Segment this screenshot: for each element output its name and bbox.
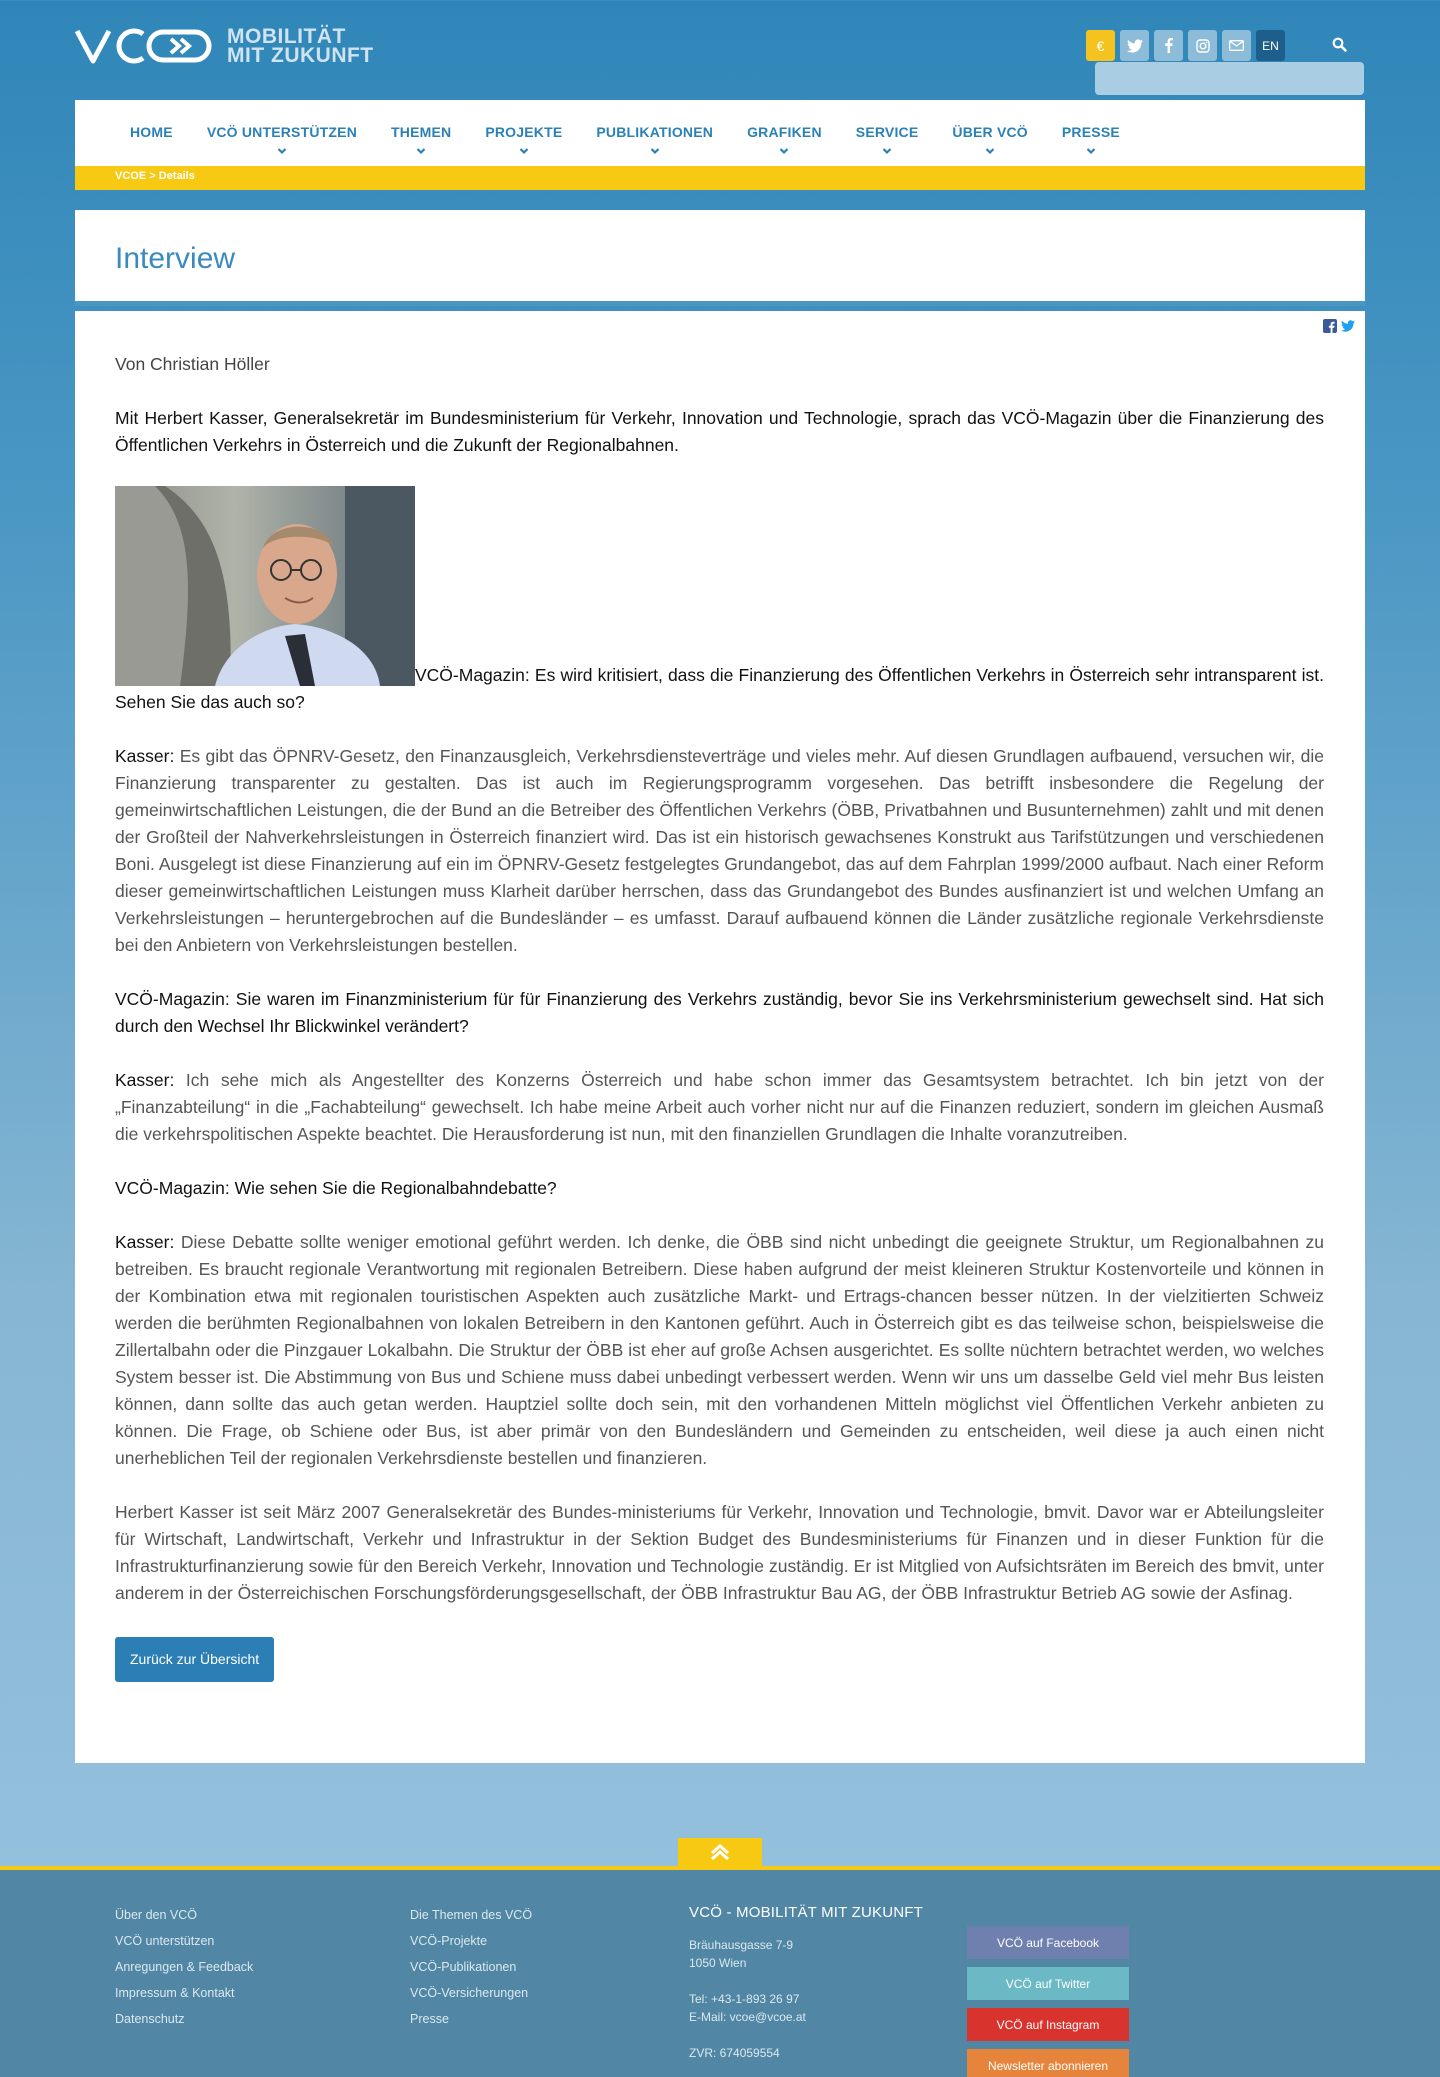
footer-link[interactable]: Impressum & Kontakt bbox=[115, 1986, 235, 2000]
site-footer bbox=[0, 1866, 1440, 2077]
chevron-down-icon bbox=[416, 146, 426, 156]
nav-label: SERVICE bbox=[855, 124, 919, 140]
twitter-icon[interactable] bbox=[1120, 30, 1149, 61]
nav-label: THEMEN bbox=[391, 124, 452, 140]
chevron-down-icon bbox=[650, 146, 660, 156]
nav-label: PUBLIKATIONEN bbox=[596, 124, 714, 140]
footer-link[interactable]: VCÖ-Publikationen bbox=[410, 1960, 517, 1974]
nav-item-themen[interactable] bbox=[391, 124, 451, 156]
breadcrumb bbox=[75, 166, 1365, 190]
answer-3 bbox=[115, 1229, 1324, 1472]
footer-col-topics bbox=[410, 1908, 532, 2038]
article-body bbox=[115, 351, 1324, 1682]
chevron-down-icon bbox=[1086, 146, 1096, 156]
nav-item-ueber-vcoe[interactable] bbox=[952, 124, 1028, 156]
chevron-down-icon bbox=[519, 146, 529, 156]
question-1-text: VCÖ-Magazin: Es wird kritisiert, dass die Finanzierung des Öffentlichen Verkehrs in Österreich sehr intransparent ist. Sehen Sie das auch so? bbox=[115, 665, 1324, 712]
logo-line1: MOBILITÄT bbox=[227, 25, 346, 48]
mail-icon[interactable] bbox=[1222, 30, 1251, 61]
chevron-down-icon bbox=[985, 146, 995, 156]
nav-item-home[interactable] bbox=[130, 124, 173, 156]
main-navigation bbox=[75, 100, 1365, 166]
nav-item-publikationen[interactable] bbox=[596, 124, 713, 156]
footer-link[interactable]: VCÖ-Projekte bbox=[410, 1934, 488, 1948]
question-3: VCÖ-Magazin: Wie sehen Sie die Regionalbahndebatte? bbox=[115, 1178, 557, 1198]
twitter-share-icon[interactable] bbox=[1341, 319, 1355, 333]
breadcrumb-root-link[interactable]: VCOE bbox=[115, 170, 147, 182]
answer-3-text: Diese Debatte sollte weniger emotional geführt werden. Ich denke, die ÖBB sind nicht unbedingt die geeignete Struktur, um Regionalbahnen zu betreiben. Es braucht regionale Verantwortung mit regionalen Betreibern. Diese haben aufgrund der meist kleineren Struktur Kostenvorteile und können in der Kombination etwa mit regionalen touristischen Aspekten auch zusätzliche Markt- und Ertrags-chancen besser nützen. In der vielzitierten Schweiz werden die berühmten Regionalbahnen von lokalen Betreibern in den Kantonen geführt. Auch in Österreich gibt es das teilweise schon, beispielsweise die Zillertalbahn oder die Pinzgauer Lokalbahn. Die Struktur der ÖBB ist eher auf große Achsen ausgerichtet. Es sollte nüchtern betrachtet werden, wo welches System besser ist. Die Abstimmung von Bus und Schiene muss dabei unbedingt verbessert werden. Wenn wir uns um dasselbe Geld viel mehr Bus leisten können, dann sollte das auch getan werden. Hauptziel sollte doch sein, mit den vorhandenen Mitteln möglichst viel Öffentlichen Verkehr anbieten zu können. Die Frage, ob Schiene oder Bus, ist aber primär von den Bundesländern und Gemeinden zu entscheiden, weil diese ja auch einen nicht unerheblichen Teil der regionalen Verkehrsdienste bestellen und finanzieren. bbox=[115, 1232, 1324, 1468]
scroll-to-top-button[interactable] bbox=[678, 1838, 762, 1866]
instagram-icon[interactable] bbox=[1188, 30, 1217, 61]
nav-label: GRAFIKEN bbox=[747, 124, 822, 140]
share-bar bbox=[1323, 319, 1355, 333]
speaker-label: Kasser: bbox=[115, 1232, 175, 1252]
footer-tel: Tel: +43-1-893 26 97 bbox=[689, 1992, 800, 2006]
question-1 bbox=[115, 486, 1324, 716]
footer-link[interactable]: Über den VCÖ bbox=[115, 1908, 197, 1922]
footer-link[interactable]: Anregungen & Feedback bbox=[115, 1960, 254, 1974]
question-2: VCÖ-Magazin: Sie waren im Finanzministerium für für Finanzierung des Verkehrs zuständig, bevor Sie ins Verkehrsministerium gewechselt sind. Hat sich durch den Wechsel Ihr Blickwinkel verändert? bbox=[115, 989, 1324, 1036]
nav-item-service[interactable] bbox=[856, 124, 919, 156]
donate-euro-icon[interactable]: € bbox=[1086, 30, 1115, 61]
article-container bbox=[75, 311, 1365, 1763]
interviewee-bio: Herbert Kasser ist seit März 2007 Generalsekretär des Bundes-ministeriums für Verkehr, Innovation und Technologie, bmvit. Davor war er Abteilungsleiter für Wirtschaft, Landwirtschaft, Verkehr und Infrastruktur in der Sektion Budget des Bundesministeriums für Finanzen und in dieser Funktion für die Infrastrukturfinanzierung sowie für den Bereich Verkehr, Innovation und Technologie zuständig. Er ist Mitglied von Aufsichtsräten im Bereich des bmvit, unter anderem in der Österreichischen Forschungsförderungsgesellschaft, der ÖBB Infrastruktur Bau AG, der ÖBB Infrastruktur Betrieb AG sowie der Asfinag. bbox=[115, 1502, 1324, 1603]
breadcrumb-separator: > bbox=[146, 170, 159, 182]
breadcrumb-current: Details bbox=[158, 170, 195, 182]
article-author: Von Christian Höller bbox=[115, 354, 270, 374]
chevron-down-icon bbox=[779, 146, 789, 156]
search-input[interactable] bbox=[1095, 62, 1364, 95]
facebook-button[interactable]: VCÖ auf Facebook bbox=[967, 1926, 1129, 1959]
header-social-bar bbox=[1086, 30, 1285, 61]
footer-link[interactable]: VCÖ unterstützen bbox=[115, 1934, 215, 1948]
footer-org-title: VCÖ - MOBILITÄT MIT ZUKUNFT bbox=[689, 1904, 924, 1921]
answer-1-text: Es gibt das ÖPNRV-Gesetz, den Finanzausgleich, Verkehrsdiensteverträge und vieles mehr. Auf diesen Grundlagen aufbauend, versuchen wir, die Finanzierung transparenter zu gestalten. Das ist auch im Regierungsprogramm vorgesehen. Das betrifft insbesondere die Regelung der gemeinwirtschaftlichen Leistungen, die der Bund an die Betreiber des Öffentlichen Verkehrs (ÖBB, Privatbahnen und Busunternehmen) zahlt und mit denen der Großteil der Nahverkehrsleistungen in Österreich finanziert wird. Das ist ein historisch gewachsenes Konstrukt aus Tarifstützungen und verschiedenen Boni. Ausgelegt ist diese Finanzierung auf ein im ÖPNRV-Gesetz festgelegtes Grundangebot, das auf dem Fahrplan 1999/2000 aufbaut. Nach einer Reform dieser gemeinwirtschaftlichen Leistungen muss Klarheit darüber herrschen, dass das Grundangebot des Bundes ausfinanziert ist und welchen Umfang an Verkehrsleistungen – heruntergebrochen auf die Bundesländer – es umfasst. Darauf aufbauend können die Länder zusätzliche regionale Verkehrsdienste bei den Anbietern von Verkehrsleistungen bestellen. bbox=[115, 746, 1324, 955]
double-chevron-up-icon bbox=[709, 1843, 731, 1861]
vcoe-logo-mark bbox=[75, 28, 213, 64]
nav-item-presse[interactable] bbox=[1062, 124, 1120, 156]
speaker-label: Kasser: bbox=[115, 746, 175, 766]
nav-label: ÜBER VCÖ bbox=[952, 124, 1028, 140]
facebook-icon[interactable] bbox=[1154, 30, 1183, 61]
footer-col-about bbox=[115, 1908, 253, 2038]
answer-2 bbox=[115, 1067, 1324, 1148]
footer-link[interactable]: Datenschutz bbox=[115, 2012, 185, 2026]
nav-label: VCÖ UNTERSTÜTZEN bbox=[206, 124, 358, 140]
footer-zvr: ZVR: 674059554 bbox=[689, 2046, 780, 2060]
footer-contact bbox=[689, 1904, 923, 2062]
back-to-overview-button[interactable]: Zurück zur Übersicht bbox=[115, 1637, 274, 1682]
page-title: Interview bbox=[115, 242, 236, 275]
footer-link[interactable]: Presse bbox=[410, 2012, 449, 2026]
nav-label: PROJEKTE bbox=[485, 124, 563, 140]
chevron-down-icon bbox=[882, 146, 892, 156]
answer-2-text: Ich sehe mich als Angestellter des Konzerns Österreich und habe schon immer das Gesamtsystem betrachtet. Ich bin jetzt von der „Finanzabteilung“ in die „Fachabteilung“ gewechselt. Ich habe meine Arbeit auch vorher nicht nur auf die Finanzen reduziert, sondern im gleichen Ausmaß die verkehrspolitischen Aspekte beachtet. Die Herausforderung ist nun, mit den finanziellen Grundlagen die Inhalte voranzutreiben. bbox=[115, 1070, 1324, 1144]
article-lead: Mit Herbert Kasser, Generalsekretär im Bundesministerium für Verkehr, Innovation und Technologie, sprach das VCÖ-Magazin über die Finanzierung des Öffentlichen Verkehrs in Österreich und die Zukunft der Regionalbahnen. bbox=[115, 408, 1324, 455]
footer-street: Bräuhausgasse 7-9 bbox=[689, 1938, 794, 1952]
answer-1 bbox=[115, 743, 1324, 959]
footer-link[interactable]: Die Themen des VCÖ bbox=[410, 1908, 533, 1922]
page-title-card bbox=[75, 210, 1365, 306]
footer-link[interactable]: VCÖ-Versicherungen bbox=[410, 1986, 529, 2000]
vcoe-logo[interactable] bbox=[75, 26, 374, 66]
nav-label: PRESSE bbox=[1061, 124, 1120, 140]
nav-item-projekte[interactable] bbox=[485, 124, 562, 156]
instagram-button[interactable]: VCÖ auf Instagram bbox=[967, 2008, 1129, 2041]
logo-claim bbox=[227, 27, 374, 65]
footer-email[interactable]: E-Mail: vcoe@vcoe.at bbox=[689, 2010, 806, 2024]
language-switch-en[interactable]: EN bbox=[1256, 30, 1285, 61]
nav-item-vcoe-unterstuetzen[interactable] bbox=[207, 124, 357, 156]
speaker-label: Kasser: bbox=[115, 1070, 175, 1090]
nav-item-grafiken[interactable] bbox=[747, 124, 822, 156]
footer-city: 1050 Wien bbox=[689, 1956, 747, 1970]
newsletter-button[interactable]: Newsletter abonnieren bbox=[967, 2049, 1129, 2077]
interview-portrait-photo bbox=[115, 486, 415, 686]
logo-line2: MIT ZUKUNFT bbox=[227, 44, 374, 67]
nav-label: HOME bbox=[130, 124, 173, 140]
facebook-share-icon[interactable] bbox=[1323, 319, 1337, 333]
search-icon[interactable] bbox=[1331, 36, 1349, 54]
twitter-button[interactable]: VCÖ auf Twitter bbox=[967, 1967, 1129, 2000]
chevron-down-icon bbox=[277, 146, 287, 156]
